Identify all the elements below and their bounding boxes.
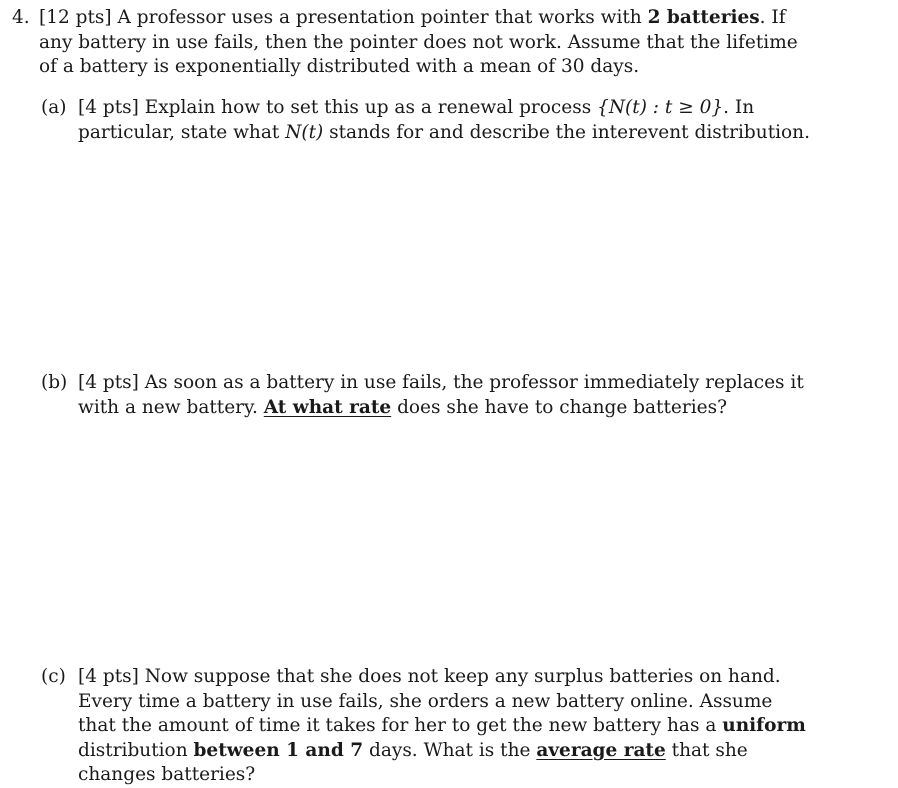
part-c-text-3: days. What is the (363, 739, 537, 761)
part-b-points: [4 pts] (78, 372, 139, 393)
part-c-text-4: that she changes batteries? (78, 739, 748, 785)
problem-text-1: A professor uses a presentation pointer that works with (111, 7, 648, 28)
part-a (41, 96, 811, 145)
problem-text-2: . If any battery in use fails, then the pointer does not work. Assume that the lifetime of a battery is exponentially distributed with a mean of 30 days. (39, 7, 798, 77)
problem-bold-batteries: 2 batteries (647, 7, 760, 28)
answer-space-a[interactable] (80, 152, 810, 364)
problem-points: [12 pts] (39, 7, 112, 28)
part-c-text-1: Now suppose that she does not keep any surplus batteries on hand. Every time a battery in use fails, she orders a new battery online. Assume that the amount of time it takes for her to get the new battery has a (78, 666, 781, 736)
part-c-text-2: distribution (78, 739, 194, 761)
part-b-label: (b) (41, 372, 68, 393)
part-a-text-3: stands for and describe the interevent distribution. (323, 121, 810, 143)
part-c-points: [4 pts] (78, 666, 139, 687)
part-c-label: (c) (41, 666, 66, 687)
part-c (41, 665, 811, 788)
part-b-text (78, 371, 811, 420)
part-b-text-2: does she have to change batteries? (391, 396, 727, 418)
problem-number: 4. (12, 7, 30, 28)
problem-4 (12, 6, 812, 80)
part-a-text (78, 96, 811, 145)
part-a-math-process: {N(t) : t ≥ 0} (597, 97, 724, 118)
part-c-text (78, 665, 811, 788)
part-c-bold-range: between 1 and 7 (193, 739, 364, 761)
part-c-underline-average-rate: average rate (536, 739, 666, 761)
part-b-text-1: As soon as a battery in use fails, the professor immediately replaces it with a new battery. (78, 372, 804, 418)
part-c-bold-uniform: uniform (722, 715, 806, 736)
part-a-text-1: Explain how to set this up as a renewal process (138, 97, 598, 118)
part-a-label: (a) (41, 97, 67, 118)
part-a-points: [4 pts] (78, 97, 139, 118)
problem-statement (39, 6, 812, 80)
part-a-text-2: . In particular, state what (78, 97, 755, 143)
answer-space-b[interactable] (80, 425, 810, 659)
part-a-math-nt: N(t) (285, 121, 324, 143)
part-b-underline-rate: At what rate (263, 396, 392, 418)
part-b (41, 371, 811, 420)
